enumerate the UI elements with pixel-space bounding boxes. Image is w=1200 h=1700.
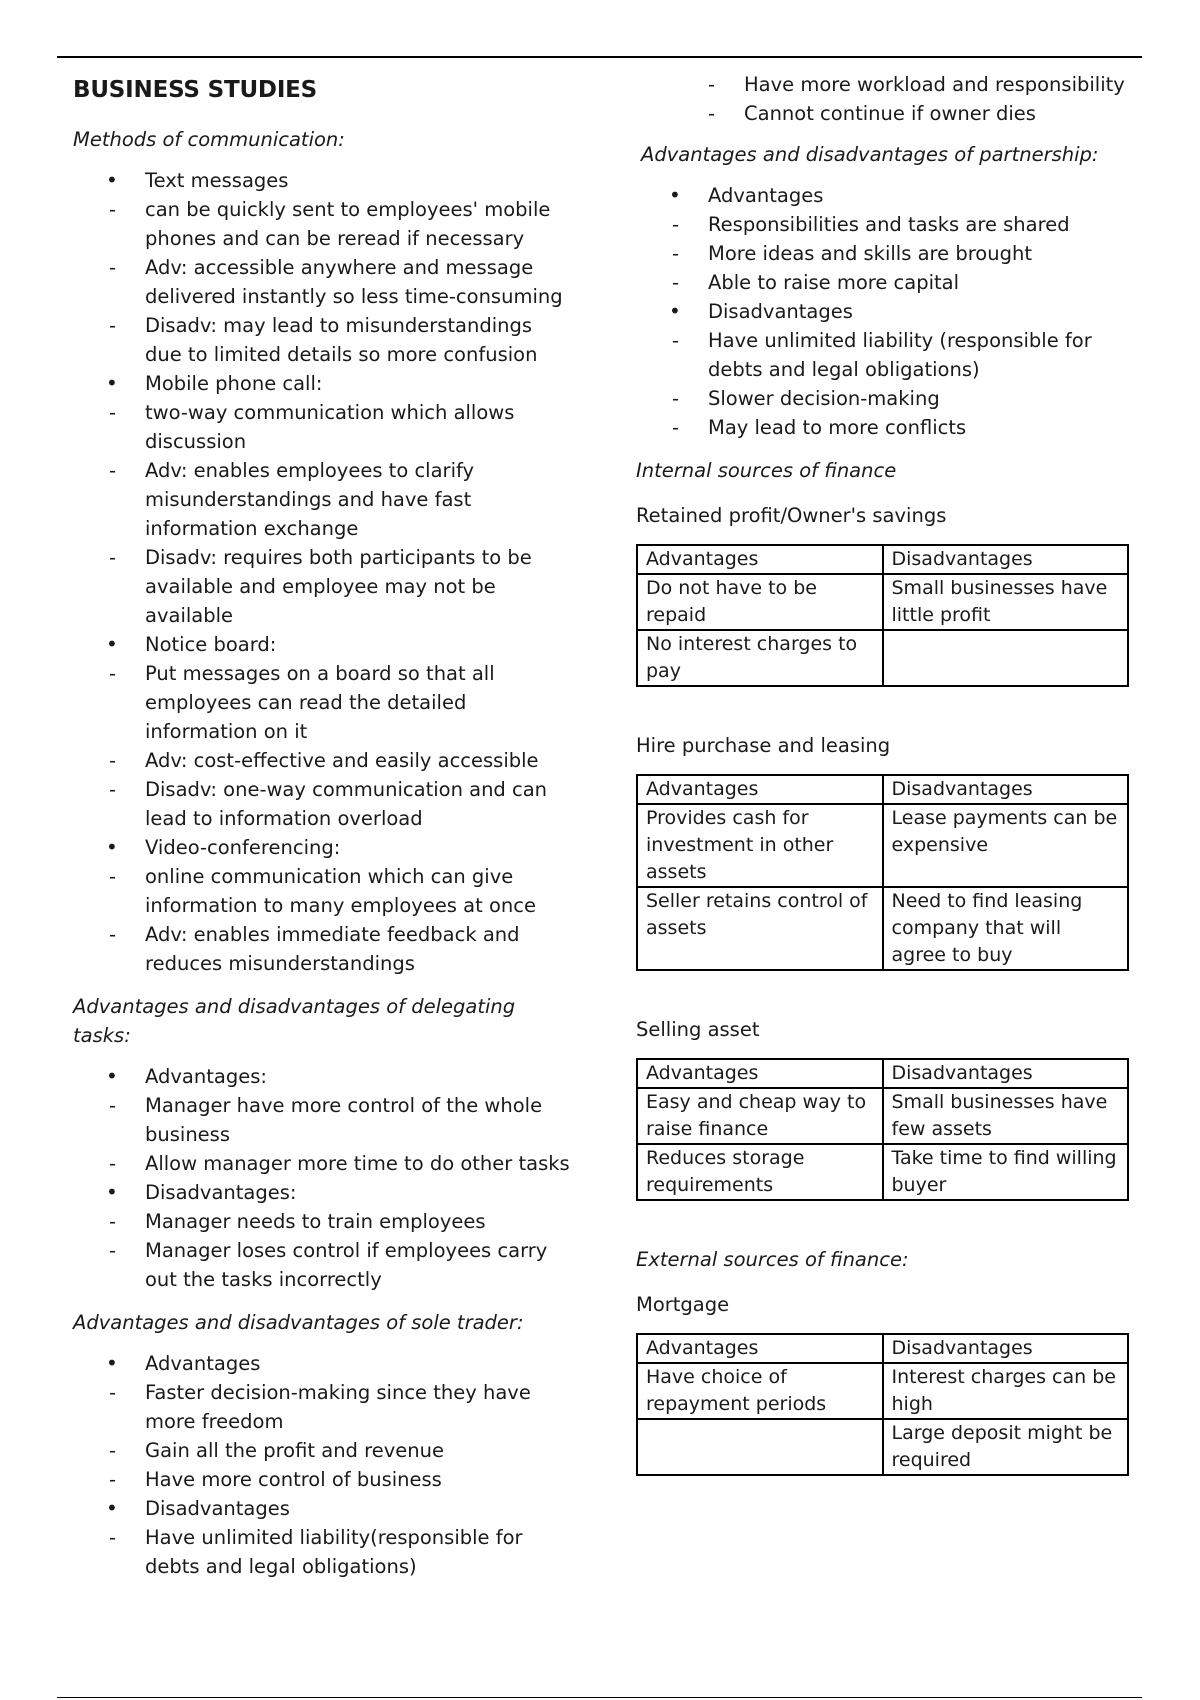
table-header-cell: Advantages	[637, 1059, 883, 1088]
method-point: - two-way communication which allows discussion	[109, 398, 573, 456]
external-finance-heading: External sources of finance:	[636, 1248, 909, 1271]
table-cell: Take time to find willing buyer	[883, 1144, 1129, 1200]
disadvantage-point: - Have unlimited liability(responsible for debts and legal obligations)	[109, 1523, 573, 1581]
method-name: Video-conferencing:	[145, 836, 341, 859]
partnership-disadvantages	[636, 297, 1136, 442]
left-column	[73, 72, 573, 1595]
delegating-disadvantages	[73, 1178, 573, 1294]
disadvantages-points	[672, 326, 1136, 442]
method-points	[109, 398, 573, 630]
table-header-cell: Advantages	[637, 545, 883, 574]
disadvantage-point: - May lead to more conflicts	[672, 413, 1136, 442]
table-cell: Small businesses have few assets	[883, 1088, 1129, 1144]
sole-trader-heading: Advantages and disadvantages of sole trader:	[73, 1311, 524, 1334]
table-cell: Reduces storage requirements	[637, 1144, 883, 1200]
advantages-points	[109, 1091, 573, 1178]
disadvantages-points	[109, 1207, 573, 1294]
sole-trader-list	[73, 1349, 573, 1581]
method-point: - can be quickly sent to employees' mobile phones and can be reread if necessary	[109, 195, 573, 253]
retained-profit-title: Retained profit/Owner's savings	[636, 504, 947, 527]
table-cell: Need to find leasing company that will agree to buy	[883, 887, 1129, 970]
advantage-point: - Manager have more control of the whole business	[109, 1091, 573, 1149]
table-cell	[883, 630, 1129, 686]
selling-asset-title: Selling asset	[636, 1018, 760, 1041]
retained-profit-table	[636, 544, 1129, 687]
method-point: - Adv: cost-effective and easily accessible	[109, 746, 573, 775]
page-title: BUSINESS STUDIES	[73, 77, 318, 103]
method-item	[73, 369, 573, 630]
communication-heading: Methods of communication:	[73, 128, 345, 151]
advantage-point: - Gain all the profit and revenue	[109, 1436, 573, 1465]
hire-purchase-table	[636, 774, 1129, 971]
table-header-cell: Advantages	[637, 1334, 883, 1363]
table-cell	[637, 1419, 883, 1475]
advantages-points	[672, 210, 1136, 297]
right-column	[636, 70, 1136, 1476]
method-point: - Adv: enables employees to clarify misunderstandings and have fast information exchange	[109, 456, 573, 543]
table-header-row	[637, 1334, 1128, 1363]
communication-list	[73, 166, 573, 978]
method-points	[109, 862, 573, 978]
table-row	[637, 1419, 1128, 1475]
table-header-row	[637, 545, 1128, 574]
method-point: - Disadv: may lead to misunderstandings due to limited details so more confusion	[109, 311, 573, 369]
advantages-points	[109, 1378, 573, 1494]
method-item	[73, 166, 573, 369]
advantage-point: - Responsibilities and tasks are shared	[672, 210, 1136, 239]
disadvantages-points	[109, 1523, 573, 1581]
partnership-heading: Advantages and disadvantages of partnership:	[641, 143, 1099, 166]
disadvantage-point: - Slower decision-making	[672, 384, 1136, 413]
advantages-label: Advantages	[708, 184, 824, 207]
internal-finance-heading: Internal sources of finance	[636, 459, 897, 482]
table-header-cell: Disadvantages	[883, 1334, 1129, 1363]
advantage-point: - Have more control of business	[109, 1465, 573, 1494]
partnership-list	[636, 181, 1136, 442]
table-row	[637, 1144, 1128, 1200]
method-points	[109, 195, 573, 369]
partnership-advantages	[636, 181, 1136, 297]
top-rule	[57, 56, 1142, 58]
method-name: Mobile phone call:	[145, 372, 323, 395]
advantage-point: - More ideas and skills are brought	[672, 239, 1136, 268]
table-cell: Provides cash for investment in other assets	[637, 804, 883, 887]
advantage-point: - Able to raise more capital	[672, 268, 1136, 297]
table-row	[637, 887, 1128, 970]
disadvantages-label: Disadvantages	[708, 300, 853, 323]
delegating-heading: Advantages and disadvantages of delegating tasks:	[73, 995, 516, 1047]
advantage-point: - Allow manager more time to do other tasks	[109, 1149, 573, 1178]
method-item	[73, 630, 573, 833]
table-cell: Small businesses have little profit	[883, 574, 1129, 630]
table-header-cell: Disadvantages	[883, 545, 1129, 574]
table-row	[637, 804, 1128, 887]
table-row	[637, 1363, 1128, 1419]
method-point: - Disadv: requires both participants to be available and employee may not be available	[109, 543, 573, 630]
table-header-cell: Advantages	[637, 775, 883, 804]
method-point: - Disadv: one-way communication and can lead to information overload	[109, 775, 573, 833]
method-name: Notice board:	[145, 633, 277, 656]
method-point: - Adv: accessible anywhere and message delivered instantly so less time-consuming	[109, 253, 573, 311]
advantages-label: Advantages	[145, 1352, 261, 1375]
table-row	[637, 1088, 1128, 1144]
table-cell: Interest charges can be high	[883, 1363, 1129, 1419]
advantage-point: - Faster decision-making since they have more freedom	[109, 1378, 573, 1436]
method-item	[73, 833, 573, 978]
disadvantage-point: - Have more workload and responsibility	[708, 70, 1136, 99]
mortgage-table	[636, 1333, 1129, 1476]
sole-trader-advantages	[73, 1349, 573, 1494]
table-header-cell: Disadvantages	[883, 1059, 1129, 1088]
table-cell: Easy and cheap way to raise finance	[637, 1088, 883, 1144]
sole-trader-disadvantages-continued	[636, 70, 1136, 128]
disadvantage-point: - Cannot continue if owner dies	[708, 99, 1136, 128]
method-points	[109, 659, 573, 833]
hire-purchase-title: Hire purchase and leasing	[636, 734, 891, 757]
table-row	[637, 630, 1128, 686]
table-cell: Large deposit might be required	[883, 1419, 1129, 1475]
table-header-row	[637, 775, 1128, 804]
method-name: Text messages	[145, 169, 289, 192]
disadvantage-point: - Manager needs to train employees	[109, 1207, 573, 1236]
mortgage-title: Mortgage	[636, 1293, 730, 1316]
method-point: - Adv: enables immediate feedback and reduces misunderstandings	[109, 920, 573, 978]
table-cell: Lease payments can be expensive	[883, 804, 1129, 887]
table-cell: Do not have to be repaid	[637, 574, 883, 630]
table-row	[637, 574, 1128, 630]
table-header-cell: Disadvantages	[883, 775, 1129, 804]
table-cell: Seller retains control of assets	[637, 887, 883, 970]
disadvantages-label: Disadvantages	[145, 1497, 290, 1520]
disadvantages-label: Disadvantages:	[145, 1181, 297, 1204]
method-point: - online communication which can give information to many employees at once	[109, 862, 573, 920]
selling-asset-table	[636, 1058, 1129, 1201]
delegating-advantages	[73, 1062, 573, 1178]
disadvantage-point: - Manager loses control if employees carry out the tasks incorrectly	[109, 1236, 573, 1294]
sole-trader-disadvantages	[73, 1494, 573, 1581]
table-cell: Have choice of repayment periods	[637, 1363, 883, 1419]
disadvantage-point: - Have unlimited liability (responsible for debts and legal obligations)	[672, 326, 1136, 384]
table-header-row	[637, 1059, 1128, 1088]
delegating-list	[73, 1062, 573, 1294]
bottom-rule	[57, 1697, 1142, 1698]
advantages-label: Advantages:	[145, 1065, 267, 1088]
table-cell: No interest charges to pay	[637, 630, 883, 686]
method-point: - Put messages on a board so that all employees can read the detailed information on it	[109, 659, 573, 746]
